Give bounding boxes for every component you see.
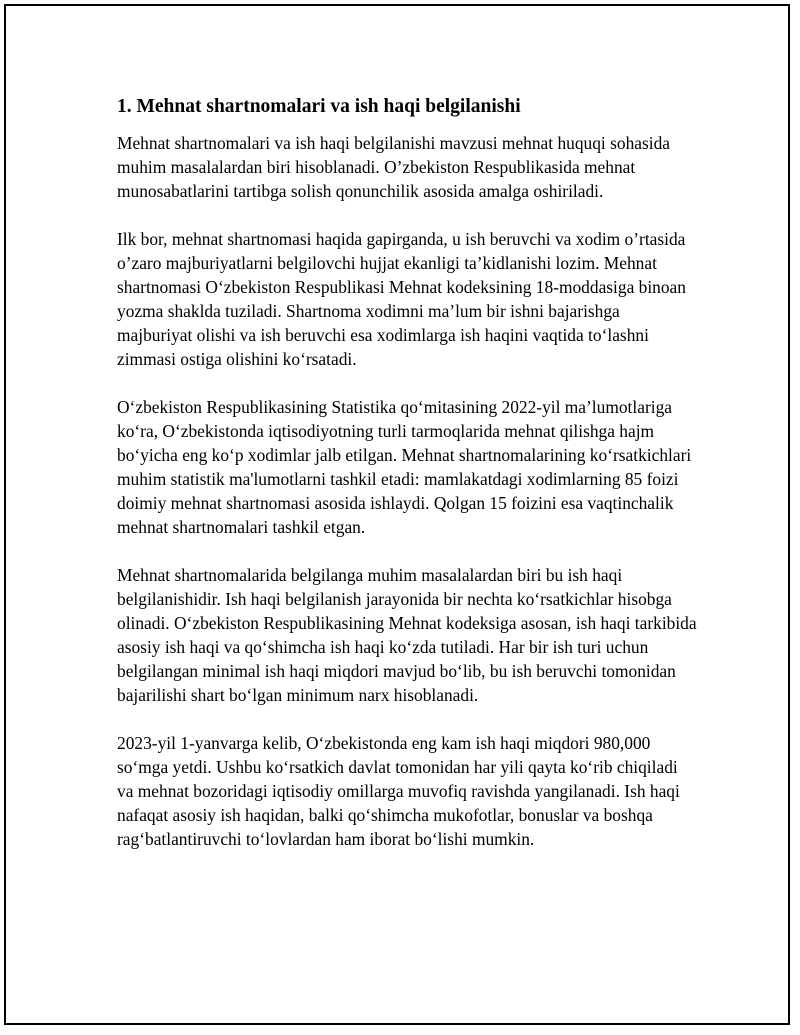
paragraph-contract-definition: Ilk bor, mehnat shartnomasi haqida gapirganda, u ish beruvchi va xodim o’rtasida o’zaro majburiyatlarni belgilovchi hujjat ekanligi ta’kidlanishi lozim. Mehnat shartnomasi O‘zbekiston Respublikasi Mehnat kodeksining 18-moddasiga binoan yozma shaklda tuziladi. Shartnoma xodimni ma’lum bir ishni bajarishga majburiyat olishi va ish beruvchi esa xodimlarga ish haqini vaqtida to‘lashni zimmasi ostiga olishini ko‘rsatadi. bbox=[117, 229, 686, 369]
paragraph-wage-setting: Mehnat shartnomalarida belgilanga muhim masalalardan biri bu ish haqi belgilanishidir. Ish haqi belgilanish jarayonida bir nechta ko‘rsatkichlar hisobga olinadi. O‘zbekiston Respublikasining Mehnat kodeksiga asosan, ish haqi tarkibida asosiy ish haqi va qo‘shimcha ish haqi ko‘zda tutiladi. Har bir ish turi uchun belgilangan minimal ish haqi miqdori mavjud bo‘lib, bu ish beruvchi tomonidan bajarilishi shart bo‘lgan minimum narx hisoblanadi. bbox=[117, 565, 697, 705]
paragraph-intro: Mehnat shartnomalari va ish haqi belgilanishi mavzusi mehnat huquqi sohasida muhim masalalardan biri hisoblanadi. O’zbekiston Respublikasida mehnat munosabatlarini tartibga solish qonunchilik asosida amalga oshiriladi. bbox=[117, 133, 671, 201]
document-body bbox=[117, 94, 697, 851]
section-heading: 1. Mehnat shartnomalari va ish haqi belgilanishi bbox=[117, 96, 521, 117]
paragraph-statistics: O‘zbekiston Respublikasining Statistika qo‘mitasining 2022-yil ma’lumotlariga ko‘ra, O‘zbekistonda iqtisodiyotning turli tarmoqlarida mehnat qilishga hajm bo‘yicha eng ko‘p xodimlar jalb etilgan. Mehnat shartnomalarining ko‘rsatkichlari muhim statistik ma'lumotlarni tashkil etadi: mamlakatdagi xodimlarning 85 foizi doimiy mehnat shartnomasi asosida ishlaydi. Qolgan 15 foizini esa vaqtinchalik mehnat shartnomalari tashkil etgan. bbox=[117, 397, 692, 537]
paragraph-minimum-wage: 2023-yil 1-yanvarga kelib, O‘zbekistonda eng kam ish haqi miqdori 980,000 so‘mga yetdi. Ushbu ko‘rsatkich davlat tomonidan har yili qayta ko‘rib chiqiladi va mehnat bozoridagi iqtisodiy omillarga muvofiq ravishda yangilanadi. Ish haqi nafaqat asosiy ish haqidan, balki qo‘shimcha mukofotlar, bonuslar va boshqa rag‘batlantiruvchi to‘lovlardan ham iborat bo‘lishi mumkin. bbox=[117, 733, 680, 849]
